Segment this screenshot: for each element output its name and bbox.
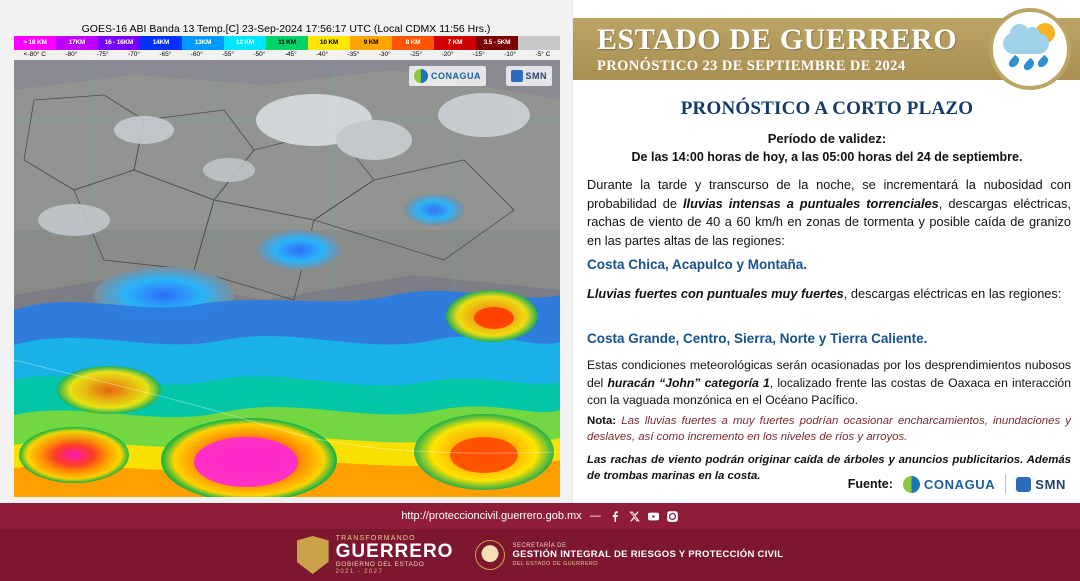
instagram-icon[interactable] [666, 510, 679, 523]
colorbar-tick: -60° [190, 51, 203, 58]
colorbar-label: > 18 KM [23, 39, 47, 46]
conagua-icon [414, 69, 428, 83]
raindrop-icon [1022, 58, 1036, 72]
guerrero-government-logo [297, 535, 454, 575]
section-title: PRONÓSTICO A CORTO PLAZO [680, 98, 974, 119]
spc-wordmark [512, 543, 783, 567]
conagua-logo [903, 476, 995, 493]
civil-protection-logo [475, 540, 783, 570]
url-strip [0, 503, 1080, 529]
divider [1005, 474, 1006, 494]
colorbar-tick: -15° [472, 51, 485, 58]
page-subtitle: PRONÓSTICO 23 DE SEPTIEMBRE DE 2024 [597, 58, 906, 74]
colorbar-label: 16 - 16KM [104, 39, 134, 46]
weather-badge [989, 8, 1071, 90]
sun-cloud-rain-icon [1001, 23, 1059, 75]
footer-periodo: 2021 - 2027 [335, 568, 384, 575]
source-row [848, 474, 1066, 494]
p3-post: , localizado frente las costas de Oaxaca en interacción con la vaguada monzónica en el Océano Pacífico. [587, 375, 1071, 407]
colorbar-segment [350, 36, 392, 50]
conagua-overlay-label: CONAGUA [431, 71, 481, 81]
colorbar-tick: -70° [128, 51, 140, 58]
colorbar-tick: -5° C [535, 51, 551, 58]
spc-line-2: GESTIÓN INTEGRAL DE RIESGOS Y PROTECCIÓN CIVIL [512, 548, 784, 560]
colorbar-segment [56, 36, 98, 50]
p1-bold: lluvias intensas a puntuales torrenciales [682, 195, 939, 211]
bulletin-banner [573, 18, 1080, 80]
p2-bold: Lluvias fuertes con puntuales muy fuertes [587, 286, 844, 301]
colorbar-label: 10 KM [319, 39, 339, 46]
paragraph-2 [587, 285, 1071, 304]
footer-guerrero: GUERRERO [335, 541, 454, 563]
satellite-colorbar [14, 36, 560, 50]
colorbar-label: 12 KM [235, 39, 255, 46]
colorbar-tick: -50° [253, 51, 266, 58]
colorbar-tick: -55° [222, 51, 235, 58]
website-url[interactable]: http://proteccioncivil.guerrero.gob.mx [401, 510, 582, 522]
guerrero-wordmark [336, 535, 454, 575]
satellite-colorbar-ticks [14, 50, 560, 60]
colorbar-tick: -45° [284, 51, 297, 58]
colorbar-label [518, 36, 560, 50]
satellite-image [14, 60, 560, 497]
footer-bar [0, 529, 1080, 581]
p1-post: , descargas eléctricas, rachas de viento de 40 a 60 km/h en zonas de tormenta y posible caída de granizo en las partes altas de las regiones: [587, 195, 1071, 248]
colorbar-segment [98, 36, 140, 50]
colorbar-tick: -20° [441, 51, 454, 58]
conagua-label: CONAGUA [923, 476, 996, 492]
smn-icon [511, 70, 523, 82]
forecast-panel [572, 0, 1080, 503]
p2-post: , descargas eléctricas en las regiones: [843, 286, 1062, 301]
paragraph-1 [587, 176, 1071, 250]
smn-overlay-label: SMN [525, 71, 547, 81]
spc-line-3: DEL ESTADO DE GUERRERO [512, 560, 598, 567]
colorbar-segment [308, 36, 350, 50]
conagua-overlay-logo [409, 66, 486, 86]
satellite-panel [0, 0, 572, 503]
note-paragraph [587, 413, 1071, 445]
colorbar-label: 9 KM [363, 39, 379, 46]
eagle-seal-icon [475, 540, 505, 570]
footer-gobierno: GOBIERNO DEL ESTADO [335, 561, 425, 569]
colorbar-label: 14KM [152, 39, 170, 46]
colorbar-segment [476, 36, 518, 50]
p3-bold: huracán “John” categoría 1 [607, 375, 770, 390]
validity-value: De las 14:00 horas de hoy, a las 05:00 horas del 24 de septiembre. [631, 150, 1023, 164]
colorbar-label: 17KM [68, 39, 86, 46]
regions-intense: Costa Chica, Acapulco y Montaña. [587, 257, 808, 272]
conagua-icon [903, 476, 920, 493]
colorbar-label: 7 KM [447, 39, 463, 46]
social-icons [609, 510, 679, 523]
x-twitter-icon[interactable] [628, 510, 641, 523]
validity-label: Período de validez: [767, 131, 887, 146]
colorbar-segment [14, 36, 56, 50]
note-paragraph-2: Las rachas de viento podrán originar caída de árboles y anuncios publicitarios. Además de trombas marinas en la costa. [587, 454, 1071, 482]
note-text: Las lluvias fuertes a muy fuertes podrían ocasionar encharcamientos, inundaciones y deslaves, así como incremento en los niveles de ríos y arroyos. [587, 415, 1071, 443]
state-crest-icon [297, 536, 329, 574]
youtube-icon[interactable] [647, 510, 660, 523]
page-title: ESTADO DE GUERRERO [597, 23, 958, 56]
footer-transformando: TRANSFORMANDO [335, 534, 416, 542]
spc-line-1: SECRETARÍA DE [512, 543, 567, 550]
raindrop-icon [1036, 55, 1050, 69]
source-label: Fuente: [847, 477, 893, 491]
colorbar-segment [434, 36, 476, 50]
colorbar-tick: -80° [65, 51, 78, 58]
colorbar-label: 13KM [194, 39, 212, 46]
note-label: Nota: [587, 415, 617, 427]
colorbar-segment [182, 36, 224, 50]
paragraph-3 [587, 357, 1071, 410]
colorbar-segment [266, 36, 308, 50]
facebook-icon[interactable] [609, 510, 622, 523]
smn-label: SMN [1035, 476, 1066, 492]
colorbar-segment [224, 36, 266, 50]
cloud-icon [1003, 33, 1049, 54]
colorbar-tick: -30° [378, 51, 391, 58]
regions-strong: Costa Grande, Centro, Sierra, Norte y Tierra Caliente. [587, 331, 928, 346]
smn-icon [1016, 477, 1031, 492]
colorbar-tick: -25° [410, 51, 423, 58]
colorbar-segment [392, 36, 434, 50]
colorbar-tick: -75° [96, 51, 109, 58]
colorbar-label: 11 KM [278, 39, 296, 46]
colorbar-tick: <-80° C [23, 51, 46, 58]
satellite-cloud-map [14, 60, 560, 497]
url-separator: — [589, 510, 601, 522]
colorbar-label: 8 KM [405, 39, 421, 46]
smn-overlay-logo [506, 66, 553, 86]
colorbar-tick: -10° [504, 51, 517, 58]
colorbar-tick: -65° [159, 51, 172, 58]
colorbar-tick: -35° [347, 51, 360, 58]
colorbar-tick: -40° [316, 51, 329, 58]
smn-logo [1016, 477, 1066, 492]
satellite-title: GOES-16 ABI Banda 13 Temp.[C] 23-Sep-2024 17:56:17 UTC (Local CDMX 11:56 Hrs.) [81, 23, 491, 35]
colorbar-segment [140, 36, 182, 50]
p3-pre: Estas condiciones meteorológicas serán ocasionadas por los desprendimientos nubosos del [587, 358, 1071, 390]
p1-pre: Durante la tarde y transcurso de la noche, se incrementará la nubosidad con probabilidad de [587, 177, 1071, 211]
colorbar-segment [518, 36, 560, 50]
raindrop-icon [1007, 55, 1021, 69]
colorbar-label: 3.5 - 5KM [483, 39, 511, 46]
